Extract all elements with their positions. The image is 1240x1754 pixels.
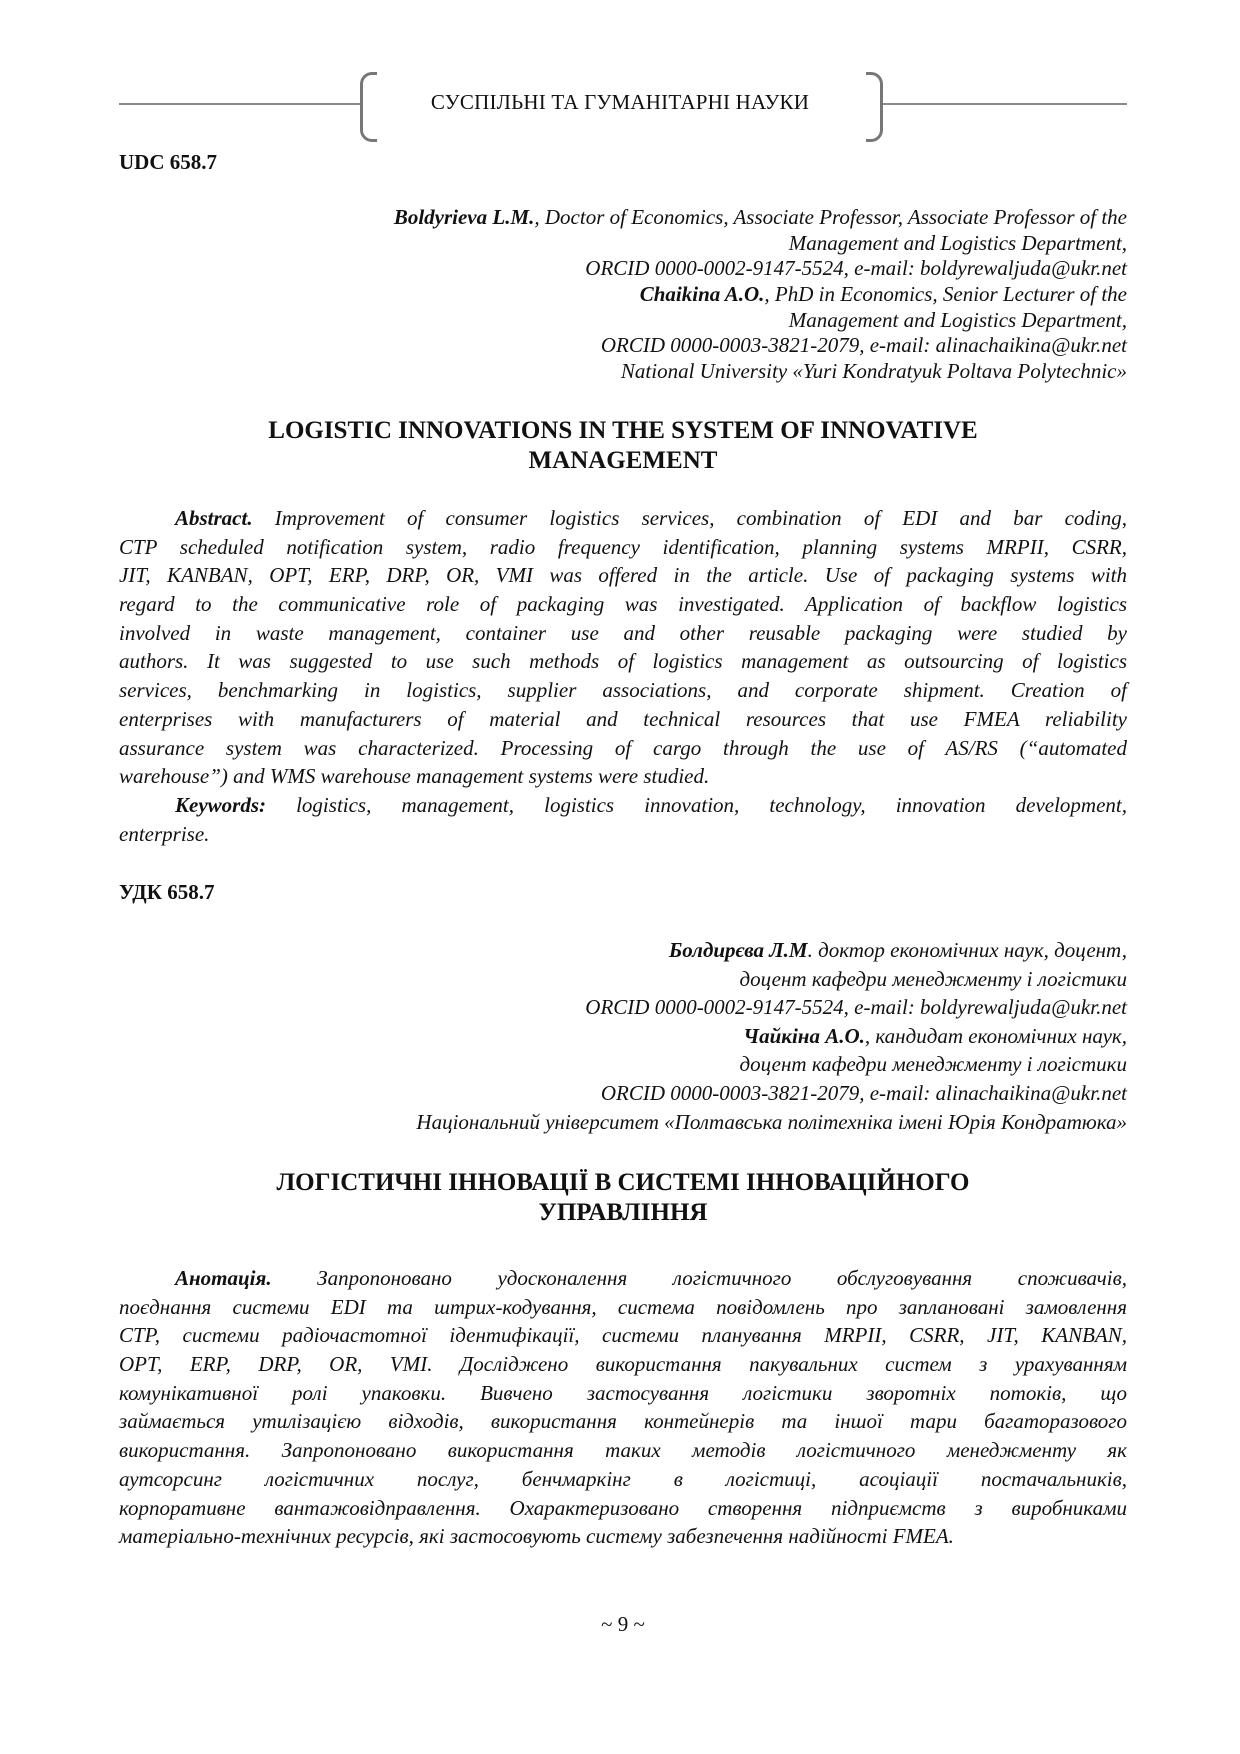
keywords-line: [119, 791, 1127, 820]
author-line: [119, 1022, 1127, 1051]
header-rule-right: [880, 103, 1127, 105]
author-details: , Doctor of Economics, Associate Professor, Associate Professor of the: [534, 205, 1127, 229]
abstract-text: корпоративне вантажовідправлення. Охарактеризовано створення підприємств з виробниками: [119, 1495, 1127, 1520]
author-details: ORCID 0000-0002-9147-5524, e-mail: boldyrewaljuda@ukr.net: [585, 256, 1127, 281]
abstract-text: CTP, системи радіочастотної ідентифікації, системи планування MRPII, CSRR, JIT, KANBAN,: [119, 1323, 1127, 1348]
title-ua: [119, 1168, 1127, 1228]
abstract-ua: [119, 1264, 1127, 1551]
author-line: [119, 256, 1127, 282]
author-line: [119, 993, 1127, 1022]
title-line: УПРАВЛІННЯ: [538, 1199, 708, 1226]
abstract-label: Abstract.: [175, 506, 253, 530]
authors-en: [119, 205, 1127, 385]
page-number: ~ 9 ~: [601, 1612, 645, 1636]
abstract-text: services, benchmarking in logistics, supplier associations, and corporate shipment. Creation of: [119, 678, 1127, 703]
abstract-text: використання. Запропоновано використання таких методів логістичного менеджменту як: [119, 1438, 1127, 1463]
author-details: ORCID 0000-0002-9147-5524, e-mail: boldyrewaljuda@ukr.net: [585, 995, 1127, 1020]
abstract-label: Анотація.: [175, 1266, 272, 1290]
abstract-line: [119, 676, 1127, 705]
authors-ua: [119, 936, 1127, 1136]
author-line: [119, 231, 1127, 257]
author-details: Національний університет «Полтавська політехніка імені Юрія Кондратюка»: [416, 1109, 1127, 1134]
title-line: MANAGEMENT: [528, 447, 718, 474]
abstract-text: Improvement of consumer logistics services, combination of EDI and bar coding,: [252, 506, 1127, 530]
running-header: СУСПІЛЬНІ ТА ГУМАНІТАРНІ НАУКИ: [430, 90, 810, 114]
abstract-line: [119, 1494, 1127, 1523]
abstract-text: regard to the communicative role of packaging was investigated. Application of backflow logistics: [119, 592, 1127, 617]
udc-en: UDC 658.7: [119, 150, 217, 174]
abstract-line: [119, 1465, 1127, 1494]
title-line: ЛОГІСТИЧНІ ІННОВАЦІЇ В СИСТЕМІ ІННОВАЦІЙНОГО: [276, 1169, 970, 1196]
author-line: [119, 205, 1127, 231]
abstract-text: OPT, ERP, DRP, OR, VMI. Досліджено використання пакувальних систем з урахуванням: [119, 1352, 1127, 1377]
abstract-text: JIT, KANBAN, OPT, ERP, DRP, OR, VMI was offered in the article. Use of packaging systems with: [119, 563, 1127, 588]
abstract-text: комунікативної ролі упаковки. Вивчено застосування логістики зворотніх потоків, що: [119, 1380, 1127, 1405]
abstract-text: involved in waste management, container use and other reusable packaging were studied by: [119, 620, 1127, 645]
abstract-text: поєднання системи EDI та штрих-кодування, система повідомлень про заплановані замовлення: [119, 1294, 1127, 1319]
title-en: [119, 416, 1127, 476]
author-details: . доктор економічних наук, доцент,: [807, 938, 1127, 962]
abstract-line: [119, 705, 1127, 734]
author-details: Management and Logistics Department,: [788, 230, 1127, 255]
header-bracket-right: [866, 72, 883, 142]
abstract-line: [119, 1407, 1127, 1436]
author-details: ORCID 0000-0003-3821-2079, e-mail: alinachaikina@ukr.net: [600, 1080, 1127, 1105]
keywords-line: [119, 820, 1127, 849]
author-details: , PhD in Economics, Senior Lecturer of the: [764, 282, 1127, 307]
author-line: [119, 1079, 1127, 1108]
udc-ua: УДК 658.7: [119, 880, 215, 904]
author-name: Болдирєва Л.М: [668, 938, 808, 962]
abstract-text: Запропоновано удосконалення логістичного обслуговування споживачів,: [271, 1266, 1127, 1290]
abstract-en: [119, 504, 1127, 848]
author-line: [119, 333, 1127, 359]
author-line: [119, 1108, 1127, 1137]
abstract-line: [119, 561, 1127, 590]
keywords-text: enterprise.: [119, 821, 210, 846]
author-line: [119, 965, 1127, 994]
author-details: доцент кафедри менеджменту і логістики: [739, 1052, 1127, 1077]
abstract-text: займається утилізацією відходів, використання контейнерів та іншої тари багаторазового: [119, 1409, 1127, 1434]
author-details: доцент кафедри менеджменту і логістики: [739, 966, 1127, 991]
abstract-line: [119, 1522, 1127, 1551]
abstract-text: матеріально-технічних ресурсів, які застосовують систему забезпечення надійності FMEA.: [119, 1524, 954, 1549]
author-name: Chaikina A.O.: [639, 282, 765, 307]
author-details: , кандидат економічних наук,: [864, 1023, 1127, 1048]
abstract-line: [119, 533, 1127, 562]
keywords-label: Keywords:: [175, 792, 266, 817]
author-line: [119, 936, 1127, 965]
abstract-line: [119, 619, 1127, 648]
abstract-line: [119, 1321, 1127, 1350]
abstract-line: [119, 1350, 1127, 1379]
header-rule-left: [119, 103, 360, 105]
abstract-text: warehouse”) and WMS warehouse management systems were studied.: [119, 764, 710, 789]
author-line: [119, 359, 1127, 385]
abstract-text: CTP scheduled notification system, radio frequency identification, planning systems MRPII, CSRR,: [119, 534, 1127, 559]
author-details: Management and Logistics Department,: [788, 307, 1127, 332]
abstract-text: аутсорсинг логістичних послуг, бенчмаркінг в логістиці, асоціації постачальників,: [119, 1466, 1127, 1491]
author-details: National University «Yuri Kondratyuk Poltava Polytechnic»: [620, 359, 1127, 384]
abstract-line: [119, 1264, 1127, 1293]
abstract-line: [119, 647, 1127, 676]
abstract-text: authors. It was suggested to use such methods of logistics management as outsourcing of logistics: [119, 649, 1127, 674]
author-name: Чайкіна А.О.: [743, 1023, 865, 1048]
author-line: [119, 1050, 1127, 1079]
abstract-line: [119, 590, 1127, 619]
author-name: Boldyrieva L.M.: [393, 205, 535, 229]
abstract-line: [119, 1293, 1127, 1322]
abstract-line: [119, 1379, 1127, 1408]
abstract-text: enterprises with manufacturers of material and technical resources that use FMEA reliability: [119, 706, 1127, 731]
abstract-line: [119, 504, 1127, 533]
abstract-line: [119, 1436, 1127, 1465]
title-line: LOGISTIC INNOVATIONS IN THE SYSTEM OF INNOVATIVE: [268, 417, 978, 444]
author-details: ORCID 0000-0003-3821-2079, e-mail: alinachaikina@ukr.net: [600, 333, 1127, 358]
keywords-text: logistics, management, logistics innovation, technology, innovation development,: [266, 792, 1127, 817]
abstract-line: [119, 762, 1127, 791]
author-line: [119, 282, 1127, 308]
abstract-line: [119, 734, 1127, 763]
abstract-text: assurance system was characterized. Processing of cargo through the use of AS/RS (“automated: [119, 735, 1127, 760]
author-line: [119, 308, 1127, 334]
